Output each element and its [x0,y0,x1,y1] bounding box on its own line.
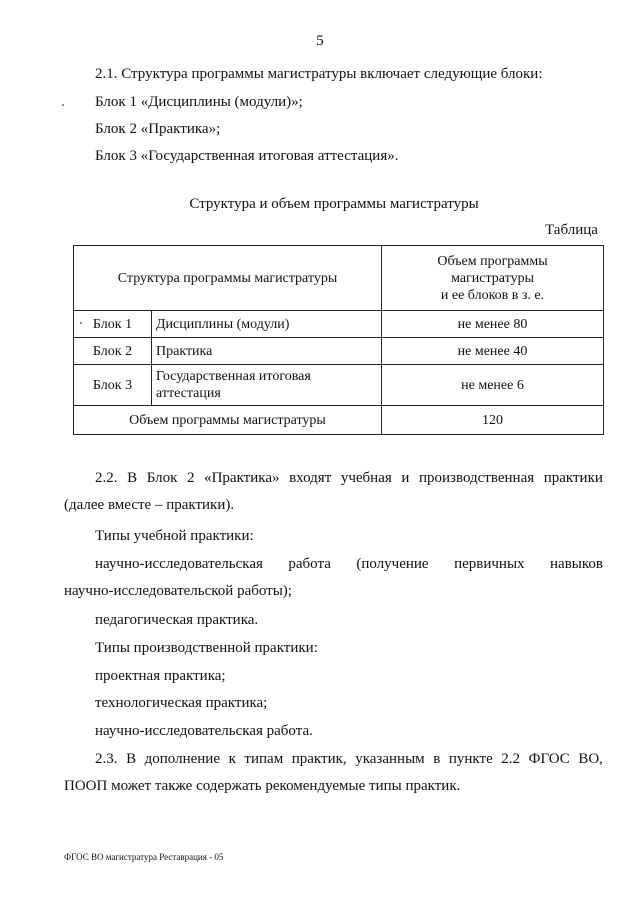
research-practice-line: научно-исследовательской работы); [64,583,292,599]
paragraph-2-1: 2.1. Структура программы магистратуры включает следующие блоки: [95,66,543,82]
word: 2.3. [95,751,118,767]
block-cell: Блок 3 [74,365,152,406]
table-caption: Таблица [545,222,598,238]
research-practice-line [95,555,603,573]
table-row [74,338,604,365]
structure-table [73,245,604,435]
project-practice: проектная практика; [95,668,226,684]
header-volume [382,246,604,311]
total-value-cell: 120 [382,406,604,435]
total-label-cell: Объем программы магистратуры [74,406,382,435]
block-name-cell [152,365,382,406]
word: практики [543,470,603,486]
table-row [74,311,604,338]
table-total-row [74,406,604,435]
block-3-item: Блок 3 «Государственная итоговая аттестация». [95,148,399,164]
word: 2.2. [95,470,118,486]
header-volume-line: Объем программы [437,253,548,269]
block-name-cell: Дисциплины (модули) [152,311,382,338]
paragraph-2-2-line [95,469,603,487]
block-cell: Блок 1 [74,311,152,338]
paragraph-2-2-line: (далее вместе – практики). [64,497,235,513]
word: ВО, [578,751,603,767]
production-practice-heading: Типы производственной практики: [95,640,318,656]
word: дополнение [144,751,220,767]
table-row [74,365,604,406]
word: указанным [355,751,425,767]
study-practice-heading: Типы учебной практики: [95,528,254,544]
scan-speck [62,104,64,106]
word: в [433,751,441,767]
block-name-line: Государственная итоговая [156,369,311,384]
word: 2 [187,470,195,486]
word: типам [244,751,284,767]
block-cell: Блок 2 [74,338,152,365]
word: В [127,470,138,486]
block-volume-cell: не менее 80 [382,311,604,338]
word: и [401,470,410,486]
word: 2.2 [501,751,521,767]
table-title: Структура и объем программы магистратуры [189,196,479,212]
header-volume-line: и ее блоков в з. е. [440,287,545,303]
word: пункте [448,751,493,767]
document-footer: ФГОС ВО магистратура Реставрация - 05 [64,852,224,862]
word: первичных [454,556,525,572]
word: работа [288,556,331,572]
block-name-cell: Практика [152,338,382,365]
page-number: 5 [316,33,324,49]
word: (получение [356,556,429,572]
word: к [228,751,236,767]
word: входят [289,470,332,486]
technological-practice: технологическая практика; [95,695,268,711]
word: практик, [291,751,347,767]
word: В [126,751,137,767]
header-volume-line: магистратуры [451,270,534,286]
block-volume-cell: не менее 6 [382,365,604,406]
table-header-row [74,246,604,311]
word: навыков [550,556,603,572]
word: Блок [146,470,178,486]
word: учебная [340,470,392,486]
word: научно-исследовательская [95,556,263,572]
research-work: научно-исследовательская работа. [95,723,313,739]
paragraph-2-3-line: ПООП может также содержать рекомендуемые типы практик. [64,778,461,794]
block-volume-cell: не менее 40 [382,338,604,365]
header-structure: Структура программы магистратуры [74,246,382,311]
block-name-line: аттестация [156,386,221,401]
word: «Практика» [204,470,280,486]
block-2-item: Блок 2 «Практика»; [95,121,221,137]
pedagogical-practice: педагогическая практика. [95,612,259,628]
word: ФГОС [528,751,570,767]
word: производственная [418,470,535,486]
paragraph-2-3-line [95,750,603,768]
block-1-item: Блок 1 «Дисциплины (модули)»; [95,94,303,110]
